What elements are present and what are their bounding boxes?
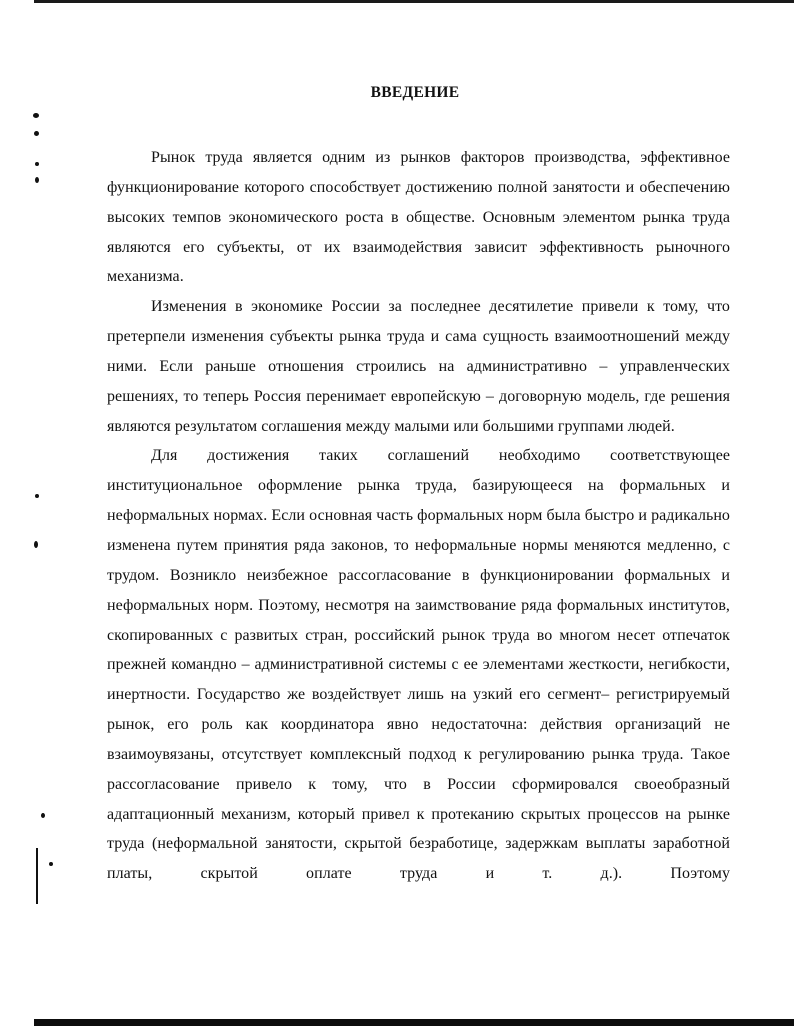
paragraph: Рынок труда является одним из рынков факторов производства, эффективное функционирование которого способствует достижению полной занятости и обеспечению высоких темпов экономического роста в обществе. Основным элементом рынка труда являются его субъекты, от их взаимодействия зависит эффективность рыночного механизма. — [107, 149, 730, 286]
scan-artifact — [49, 862, 53, 866]
paragraph: Для достижения таких соглашений необходимо соответствующее институциональное оформление рынка труда, базирующееся на формальных и неформальных нормах. Если основная часть формальных норм была быстро и радикально изменена путем принятия ряда законов, то неформальные нормы меняются медленно, с трудом. Возникло неизбежное рассогласование в функционировании формальных и неформальных норм. Поэтому, несмотря на заимствование ряда формальных институтов, скопированных с развитых стран, российский рынок труда во многом несет отпечаток прежней командно – административной системы с ее элементами жесткости, негибкости, инертности. Государство же воздействует лишь на узкий его сегмент– регистрируемый рынок, его роль как координатора явно недостаточна: действия организаций не взаимоувязаны, отсутствует комплексный подход к регулированию рынка труда. Такое рассогласование привело к тому, что в России сформировался своеобразный адаптационный механизм, который привел к протеканию скрытых процессов на рынке труда (неформальной занятости, скрытой безработице, задержкам выплаты заработной платы, скрытой оплате труда и т. д.). Поэтому — [107, 447, 730, 883]
paragraph: Изменения в экономике России за последнее десятилетие привели к тому, что претерпели изменения субъекты рынка труда и сама сущность взаимоотношений между ними. Если раньше отношения строились на административно – управленческих решениях, то теперь Россия перенимает европейскую – договорную модель, где решения являются результатом соглашения между малыми или большими группами людей. — [107, 298, 730, 435]
scan-artifact — [34, 131, 39, 136]
scan-artifact — [41, 813, 45, 818]
scan-artifact — [35, 177, 39, 183]
scan-artifact — [35, 162, 39, 166]
scan-top-border — [34, 0, 794, 3]
page-title: ВВЕДЕНИЕ — [370, 84, 460, 101]
document-body — [107, 143, 730, 889]
scan-artifact — [36, 848, 38, 904]
scan-bottom-border — [34, 1019, 794, 1026]
scan-artifact — [35, 494, 39, 498]
scan-artifact — [33, 113, 39, 118]
scan-artifact — [34, 541, 38, 548]
